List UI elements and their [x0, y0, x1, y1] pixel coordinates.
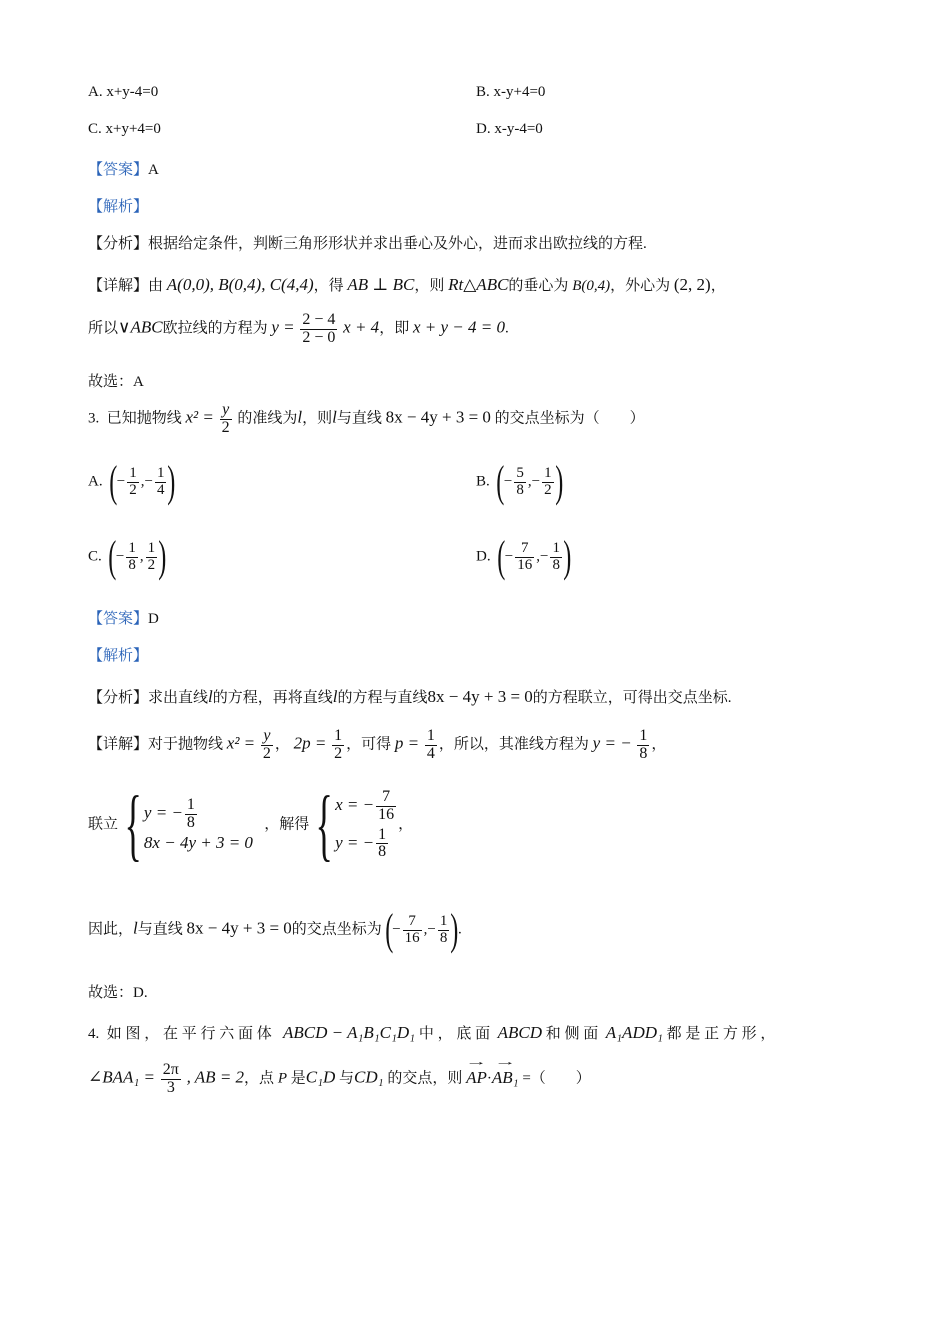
- q3-analysis-label: 【解析】: [88, 648, 149, 664]
- q2-choice: 故选：A: [88, 374, 144, 390]
- q3-conclusion: 因此，l与直线 8x − 4y + 3 = 0的交点坐标为 (− $\frac{7}{16}$ ,− $\frac{1}{8}$ ).: [88, 905, 462, 954]
- q3-answer: 【答案】D: [88, 611, 159, 627]
- q2-analysis-label: 【解析】: [88, 199, 149, 215]
- q3-system: 联立 { y = − $\frac{1}{8}$ 8x − 4y + 3 = 0 ，解得 { x = − $\frac{7}{16}$ y = − $\frac{1}{8}$ ，: [88, 781, 414, 869]
- prev-option-c: C. x+y+4=0: [88, 121, 161, 137]
- q3-detail-line1: 【详解】对于抛物线 x² = $\frac{y}{2}$ ， 2p = $\frac{1}{2}$ ，可得 p = $\frac{1}{4}$ ，所以，其准线方程为 y = − $\frac{1}{8}$ ，: [88, 727, 667, 762]
- q2-answer: 【答案】A: [88, 162, 159, 178]
- prev-option-a: A. x+y-4=0: [88, 84, 159, 100]
- prev-option-b: B. x-y+4=0: [476, 84, 546, 100]
- q3-stem: 3. 已知抛物线 x² = $\frac{y}{2}$ 的准线为l，则l与直线 8x − 4y + 3 = 0 的交点坐标为（ ）: [88, 401, 645, 436]
- prev-option-d: D. x-y-4=0: [476, 121, 543, 137]
- q3-option-c[interactable]: C. (− $\frac{1}{8}$ , $\frac{1}{2}$ ): [88, 532, 167, 581]
- q3-option-b[interactable]: B. (− $\frac{5}{8}$ ,− $\frac{1}{2}$ ): [476, 457, 563, 506]
- q2-detail-line1: 【详解】由 A(0,0), B(0,4), C(4,4)，得 AB ⊥ BC，则 Rt△ABC的垂心为 B(0,4)，外心为 (2, 2)，: [88, 275, 726, 294]
- q2-detail-line2: 所以∨ABC欧拉线的方程为 y = $\frac{2 - 4}{2 - 0}$ x + 4，即 x + y − 4 = 0.: [88, 311, 509, 346]
- q3-choice: 故选：D.: [88, 985, 148, 1001]
- q4-stem-line2: ∠BAA₁ = $\frac{2\pi}{3}$ , AB = 2，点 P 是C₁D 与CD₁ 的交点，则 → AP·→ AB₁ =（ ）: [88, 1062, 591, 1097]
- q2-fenxi: 【分析】根据给定条件，判断三角形形状并求出垂心及外心，进而求出欧拉线的方程.: [88, 236, 647, 252]
- q3-option-d[interactable]: D. (− $\frac{7}{16}$ ,− $\frac{1}{8}$ ): [476, 532, 572, 581]
- q4-stem-line1: 4. 如 图 ， 在 平 行 六 面 体 ABCD − A₁B₁C₁D₁ 中 ， 底 面 ABCD 和 侧 面 A₁ADD₁ 都 是 正 方 形 ，: [88, 1023, 776, 1042]
- q3-option-a[interactable]: A. (− $\frac{1}{2}$ ,− $\frac{1}{4}$ ): [88, 457, 176, 506]
- q3-fenxi: 【分析】求出直线l的方程，再将直线l的方程与直线8x − 4y + 3 = 0的方程联立，可得出交点坐标.: [88, 687, 732, 706]
- answer-label: 【答案】: [88, 162, 149, 178]
